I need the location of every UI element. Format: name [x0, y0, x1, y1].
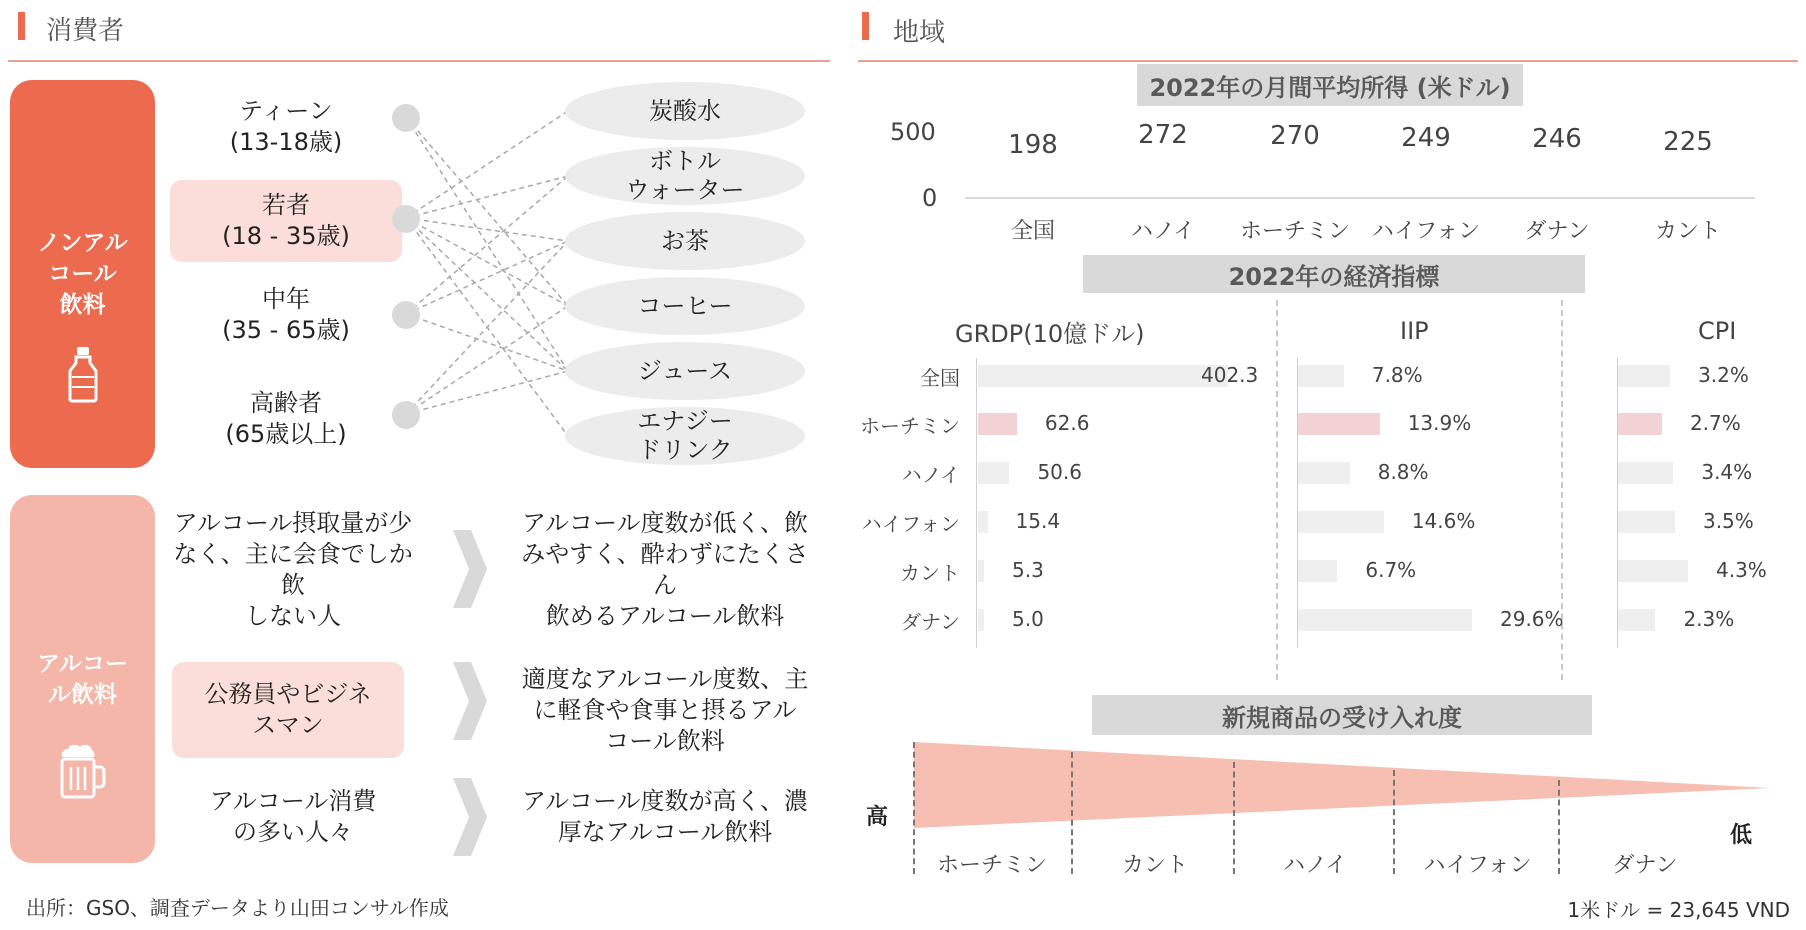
- acceptance-divider: [1558, 780, 1560, 874]
- chevron-right-icon: [453, 662, 487, 740]
- connection-line: [406, 117, 568, 371]
- product-coffee: コーヒー: [565, 277, 805, 335]
- segment-youth: 若者 (18 - 35歳): [170, 180, 402, 262]
- indicator-row-label: カント: [900, 561, 960, 585]
- consumer-section-title: 消費者: [46, 16, 125, 46]
- iip-bar: [1298, 560, 1337, 582]
- acceptance-title: 新規商品の受け入れ度: [1092, 695, 1592, 735]
- indicators-title: 2022年の経済指標: [1083, 255, 1585, 293]
- acceptance-wedge: [900, 740, 1780, 830]
- product-energy-drink: エナジー ドリンク: [565, 407, 805, 465]
- connection-line: [406, 117, 568, 306]
- income-value-label: 272: [1138, 120, 1188, 151]
- fx-note: 1米ドル = 23,645 VND: [1567, 898, 1790, 922]
- grdp-column-title: GRDP(10億ドル): [955, 320, 1145, 348]
- alcohol-drink-light: アルコール度数が低く、飲 みやすく、酔わずにたくさん 飲めるアルコール飲料: [521, 509, 809, 630]
- alcohol-consumer-heavy: アルコール消費 の多い人々: [209, 787, 377, 846]
- section-divider: [858, 60, 1798, 62]
- cpi-value-label: 2.7%: [1689, 411, 1741, 435]
- cpi-bar: [1618, 560, 1688, 582]
- acceptance-city: ホーチミン: [936, 853, 1047, 878]
- acceptance-city: ハイフォン: [1423, 853, 1532, 878]
- product-sparkling-water: 炭酸水: [565, 82, 805, 140]
- income-value-label: 249: [1401, 123, 1451, 154]
- nonalcohol-category-label: ノンアル コール 飲料: [37, 230, 128, 318]
- iip-bar: [1298, 511, 1384, 533]
- grdp-bar: [978, 462, 1009, 484]
- income-tick-0: 0: [922, 184, 938, 212]
- cpi-value-label: 4.3%: [1716, 558, 1767, 582]
- iip-value-label: 7.8%: [1371, 363, 1423, 387]
- grdp-value-label: 402.3: [1201, 363, 1259, 387]
- grdp-axis: [976, 358, 977, 648]
- product-tea: お茶: [565, 212, 805, 270]
- cpi-value-label: 3.2%: [1698, 363, 1749, 387]
- connection-line: [406, 111, 568, 218]
- cpi-value-label: 2.3%: [1683, 607, 1735, 631]
- chevron-right-icon: [453, 778, 487, 856]
- chevron-right-icon: [453, 530, 487, 608]
- indicator-row-label: ハイフォン: [861, 512, 960, 536]
- acceptance-divider: [913, 742, 915, 874]
- income-bar: [1274, 161, 1316, 197]
- income-axis-line: [965, 197, 1755, 199]
- grdp-value-label: 62.6: [1044, 411, 1090, 435]
- income-bar: [1667, 167, 1709, 197]
- alcohol-drink-moderate: 適度なアルコール度数、主 に軽食や食事と摂るアル コール飲料: [521, 664, 809, 755]
- iip-bar: [1298, 413, 1380, 435]
- income-category-label: ホーチミン: [1239, 219, 1350, 244]
- iip-axis: [1297, 358, 1298, 648]
- income-bar: [1536, 164, 1578, 197]
- acceptance-divider: [1233, 762, 1235, 874]
- segment-node: [392, 301, 420, 329]
- alcohol-category-box: [10, 495, 155, 863]
- cpi-axis: [1617, 358, 1618, 648]
- connection-line: [406, 218, 568, 371]
- connection-line: [406, 306, 568, 414]
- grdp-bar: [978, 413, 1017, 435]
- source-note: 出所：GSO、調査データより山田コンサル作成: [26, 896, 449, 920]
- acceptance-city: カント: [1121, 853, 1188, 878]
- income-bar: [1142, 160, 1184, 197]
- iip-value-label: 6.7%: [1365, 558, 1417, 582]
- iip-value-label: 8.8%: [1377, 460, 1429, 484]
- segment-node: [392, 205, 420, 233]
- indicator-row-label: ホーチミン: [860, 414, 960, 438]
- product-juice: ジュース: [565, 342, 805, 400]
- grdp-value-label: 50.6: [1037, 460, 1082, 484]
- iip-column-title: IIP: [1400, 317, 1429, 345]
- acceptance-divider: [1071, 752, 1073, 874]
- income-category-label: 全国: [1010, 219, 1055, 244]
- acceptance-divider: [1393, 770, 1395, 874]
- cpi-bar: [1618, 413, 1662, 435]
- cpi-bar: [1618, 511, 1675, 533]
- iip-bar: [1298, 462, 1350, 484]
- section-marker: [862, 12, 869, 40]
- connection-line: [406, 218, 568, 241]
- cpi-column-title: CPI: [1698, 317, 1737, 345]
- alcohol-drink-strong: アルコール度数が高く、濃 厚なアルコール飲料: [521, 787, 809, 846]
- grdp-value-label: 15.4: [1015, 509, 1061, 533]
- alcohol-category-label: アルコー ル飲料: [36, 651, 129, 708]
- connection-line: [406, 241, 568, 414]
- acceptance-city: ハノイ: [1282, 853, 1348, 878]
- segment-senior: 高齢者 (65歳以上): [225, 389, 347, 448]
- region-section-title: 地域: [893, 18, 946, 48]
- iip-value-label: 14.6%: [1411, 509, 1476, 533]
- acceptance-low-label: 低: [1730, 823, 1753, 848]
- iip-value-label: 29.6%: [1500, 607, 1564, 631]
- connection-line: [406, 371, 568, 414]
- grdp-value-label: 5.0: [1012, 607, 1044, 631]
- income-value-label: 198: [1008, 130, 1058, 161]
- income-category-label: ハノイ: [1130, 219, 1196, 244]
- cpi-bar: [1618, 365, 1670, 387]
- income-value-label: 246: [1532, 123, 1582, 154]
- product-bottled-water: ボトル ウォーター: [565, 147, 805, 205]
- income-value-label: 225: [1663, 126, 1713, 157]
- income-tick-500: 500: [890, 118, 936, 146]
- indicator-row-label: ハノイ: [901, 463, 960, 487]
- beer-mug-icon: [58, 745, 108, 799]
- acceptance-high-label: 高: [866, 805, 889, 830]
- cpi-value-label: 3.4%: [1701, 460, 1753, 484]
- alcohol-consumer-business: 公務員やビジネ スマン: [172, 662, 404, 758]
- income-value-label: 270: [1270, 120, 1320, 151]
- segment-teen: ティーン (13-18歳): [229, 97, 343, 156]
- column-separator: [1276, 300, 1278, 680]
- segment-middle-age: 中年 (35 - 65歳): [222, 285, 350, 344]
- grdp-bar: [978, 609, 984, 631]
- cpi-value-label: 3.5%: [1702, 509, 1754, 533]
- income-bar: [1405, 163, 1447, 197]
- cpi-bar: [1618, 609, 1655, 631]
- connection-line: [406, 218, 568, 306]
- grdp-bar: [978, 560, 984, 582]
- iip-value-label: 13.9%: [1407, 411, 1472, 435]
- income-category-label: ダナン: [1524, 219, 1590, 244]
- income-chart-title: 2022年の月間平均所得 (米ドル): [1137, 64, 1523, 106]
- indicator-row-label: 全国: [920, 366, 960, 390]
- cpi-bar: [1618, 462, 1673, 484]
- indicator-row-label: ダナン: [901, 610, 960, 634]
- grdp-bar: [978, 511, 988, 533]
- income-category-label: カント: [1654, 219, 1721, 244]
- acceptance-city: ダナン: [1612, 853, 1678, 878]
- income-category-label: ハイフォン: [1371, 219, 1481, 244]
- segment-node: [392, 401, 420, 429]
- iip-bar: [1298, 609, 1472, 631]
- iip-bar: [1298, 365, 1344, 387]
- income-bar: [1012, 170, 1054, 197]
- alcohol-consumer-light: アルコール摂取量が少 なく、主に会食でしか飲 しない人: [173, 509, 413, 630]
- grdp-value-label: 5.3: [1012, 558, 1044, 582]
- segment-node: [392, 104, 420, 132]
- grdp-bar: [978, 365, 1228, 387]
